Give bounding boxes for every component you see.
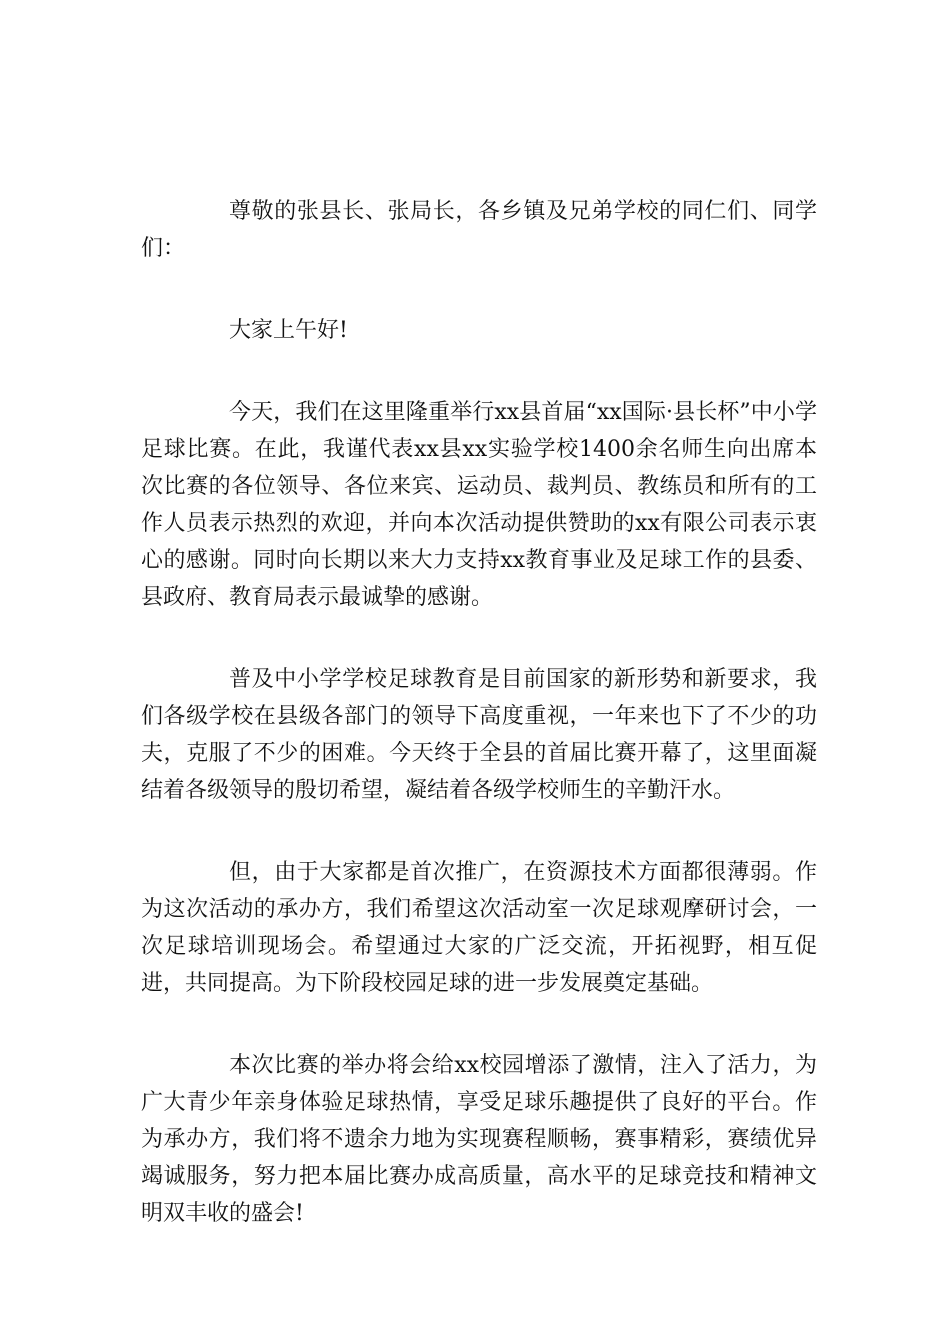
- paragraph-welcome: 今天，我们在这里隆重举行xx县首届“xx国际·县长杯”中小学足球比赛。在此，我谨代表xx县xx实验学校1400余名师生向出席本次比赛的各位领导、各位来宾、运动员、裁判员、教练员和所有的工作人员表示热烈的欢迎，并向本次活动提供赞助的xx有限公司表示衷心的感谢。同时向长期以来大力支持xx教育事业及足球工作的县委、县政府、教育局表示最诚挚的感谢。: [141, 400, 817, 610]
- paragraph-closing: 本次比赛的举办将会给xx校园增添了激情，注入了活力，为广大青少年亲身体验足球热情，享受足球乐趣提供了良好的平台。作为承办方，我们将不遗余力地为实现赛程顺畅，赛事精彩，赛绩优异竭诚服务，努力把本届比赛办成高质量，高水平的足球竞技和精神文明双丰收的盛会!: [141, 1053, 817, 1226]
- paragraph-purpose: 但，由于大家都是首次推广，在资源技术方面都很薄弱。作为这次活动的承办方，我们希望这次活动室一次足球观摩研讨会，一次足球培训现场会。希望通过大家的广泛交流，开拓视野，相互促进，共同提高。为下阶段校园足球的进一步发展奠定基础。: [141, 860, 817, 996]
- salutation: 尊敬的张县长、张局长，各乡镇及兄弟学校的同仁们、同学们：: [141, 199, 817, 261]
- paragraph-background: 普及中小学学校足球教育是目前国家的新形势和新要求，我们各级学校在县级各部门的领导下高度重视，一年来也下了不少的功夫，克服了不少的困难。今天终于全县的首届比赛开幕了，这里面凝结着各级领导的殷切希望，凝结着各级学校师生的辛勤汗水。: [141, 667, 817, 803]
- greeting: 大家上午好!: [229, 318, 348, 343]
- document-body: [141, 193, 817, 1277]
